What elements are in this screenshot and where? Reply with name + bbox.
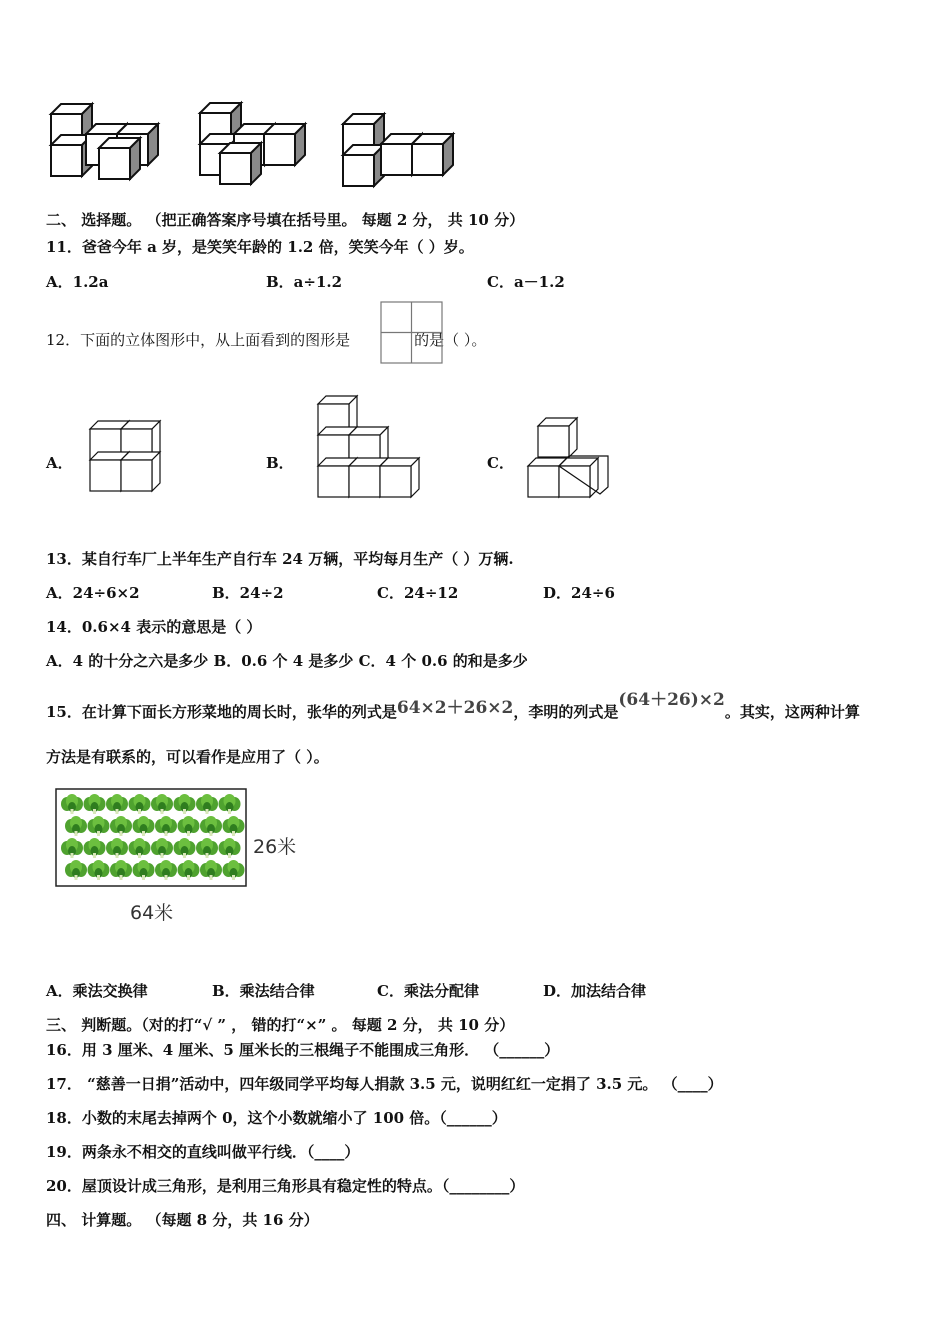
q11-option-c[interactable]: C．a－1.2 (487, 273, 565, 291)
q18: 18．小数的末尾去掉两个 0，这个小数就缩小了 100 倍。（______） (46, 1109, 507, 1127)
q15-stem-pre: 15．在计算下面长方形菜地的周长时，张华的列式是 (46, 703, 397, 721)
q15-stem-line2: 方法是有联系的，可以看作是应用了（ ）。 (46, 748, 329, 766)
q11-option-b[interactable]: B．a÷1.2 (266, 273, 343, 291)
section-2-header: 二、 选择题。 （把正确答案序号填在括号里。 每题 2 分， 共 10 分） (46, 211, 525, 229)
q13-option-c[interactable]: C．24÷12 (377, 584, 459, 602)
cube-figures-top (0, 0, 950, 200)
cube (538, 418, 577, 457)
q19: 19．两条永不相交的直线叫做平行线．（____） (46, 1143, 360, 1161)
q15-expression-2: (64＋26)×2 (618, 690, 725, 710)
q12-option-c[interactable]: C． (487, 454, 514, 472)
q15-stem (46, 690, 860, 722)
q17: 17． “慈善一日捐”活动中，四年级同学平均每人捐款 3.5 元，说明红红一定捐了 3.5 元。 （____） (46, 1075, 723, 1093)
q12-stem-pre: 12．下面的立体图形中，从上面看到的图形是 (46, 331, 351, 349)
q15-option-c[interactable]: C．乘法分配律 (377, 982, 479, 1000)
q15-stem-post: 。其实，这两种计算 (724, 703, 860, 721)
q15-option-d[interactable]: D．加法结合律 (543, 982, 647, 1000)
cube (220, 143, 261, 184)
q12-stem-post: 的是（ ）。 (414, 331, 487, 349)
q13-stem: 13．某自行车厂上半年生产自行车 24 万辆，平均每月生产（ ）万辆. (46, 550, 514, 568)
cube (412, 134, 453, 175)
cube (99, 138, 140, 179)
cube (121, 452, 160, 491)
q12-option-a[interactable]: A． (46, 454, 73, 472)
q20: 20．屋顶设计成三角形，是利用三角形具有稳定性的特点。（________） (46, 1177, 525, 1195)
cube (343, 145, 384, 186)
q16: 16．用 3 厘米、4 厘米、5 厘米长的三根绳子不能围成三角形． （______） (46, 1041, 560, 1059)
cube (380, 458, 419, 497)
section-4-header: 四、 计算题。 （每题 8 分，共 16 分） (46, 1211, 319, 1229)
q15-stem-mid: ，李明的列式是 (513, 703, 619, 721)
garden-length-label: 64米 (130, 902, 174, 924)
cube (559, 458, 598, 497)
garden-width-label: 26米 (253, 836, 297, 858)
q13-option-a[interactable]: A．24÷6×2 (46, 584, 140, 602)
q13-option-b[interactable]: B．24÷2 (212, 584, 284, 602)
q11-option-a[interactable]: A．1.2a (46, 273, 109, 291)
q12-cube-figures (0, 380, 950, 540)
q15-option-a[interactable]: A．乘法交换律 (46, 982, 148, 1000)
section-3-header: 三、 判断题。（对的打“√ ” ， 错的打“×” 。 每题 2 分， 共 10 分） (46, 1016, 515, 1034)
q15-expression-1: 64×2＋26×2 (396, 698, 514, 718)
q13-option-d[interactable]: D．24÷6 (543, 584, 615, 602)
q14-stem: 14．0.6×4 表示的意思是（ ） (46, 618, 262, 636)
q14-options[interactable]: A．4 的十分之六是多少 B．0.6 个 4 是多少 C．4 个 0.6 的和是多少 (46, 652, 528, 670)
top-view-grid (380, 301, 444, 365)
cube (264, 124, 305, 165)
q11-stem: 11．爸爸今年 a 岁，是笑笑年龄的 1.2 倍，笑笑今年（ ）岁。 (46, 238, 474, 256)
q12-option-b[interactable]: B． (266, 454, 294, 472)
q15-option-b[interactable]: B．乘法结合律 (212, 982, 315, 1000)
